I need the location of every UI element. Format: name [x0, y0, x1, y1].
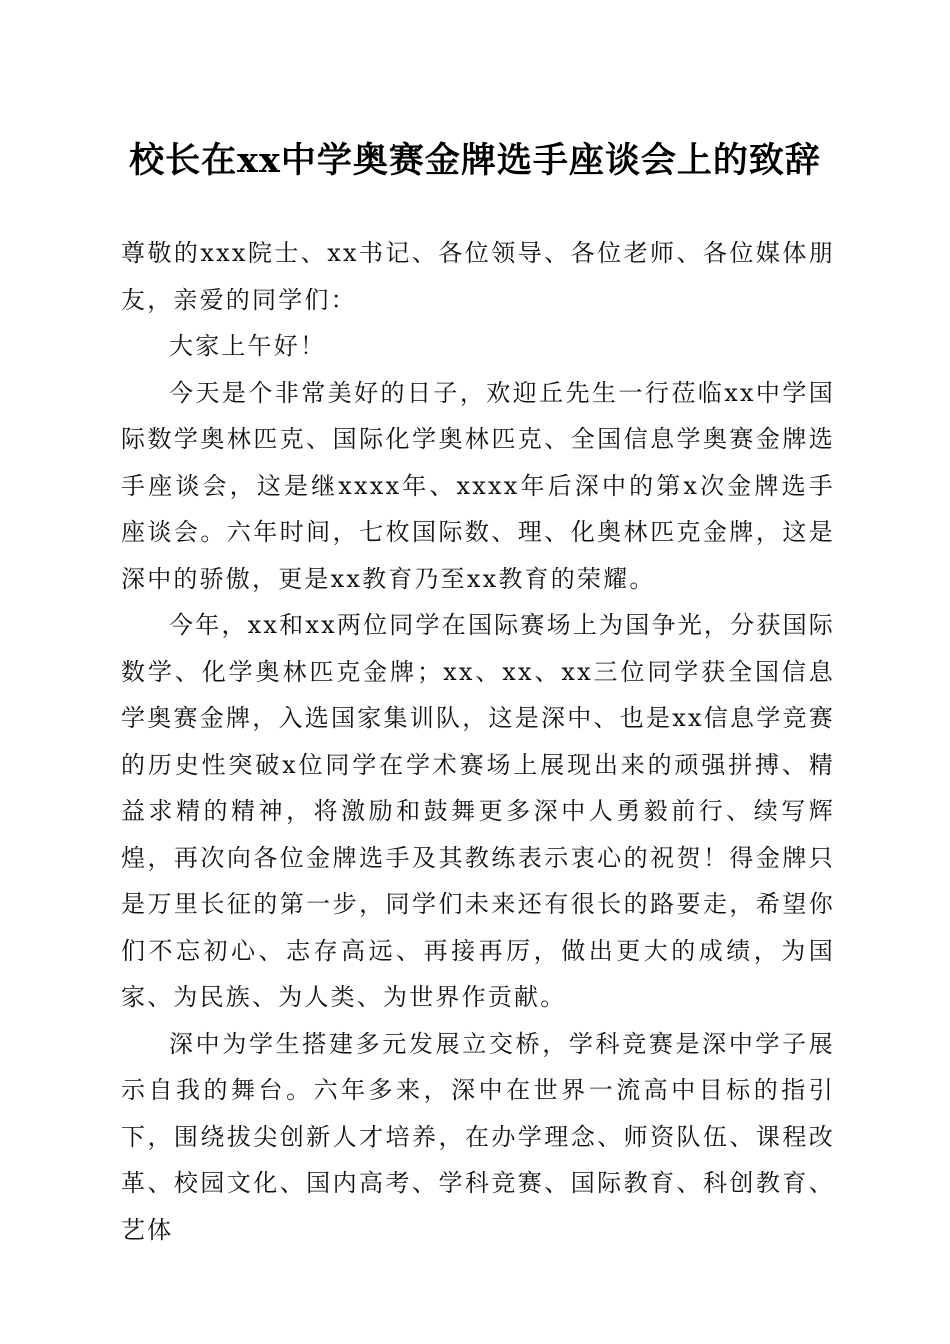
paragraph-school-development: 深中为学生搭建多元发展立交桥，学科竞赛是深中学子展示自我的舞台。六年多来，深中在世界一流高中目标的指引下，围绕拔尖创新人才培养，在办学理念、师资队伍、课程改革、校园文化、国内高考、学科竞赛、国际教育、科创教育、艺体: [121, 1029, 835, 1244]
paragraph-achievements: 今年，xx和xx两位同学在国际赛场上为国争光，分获国际数学、化学奥林匹克金牌；xx、xx、xx三位同学获全国信息学奥赛金牌，入选国家集训队，这是深中、也是xx信息学竞赛的历史性突破x位同学在学术赛场上展现出来的顽强拼搏、精益求精的精神，将激励和鼓舞更多深中人勇毅前行、续写辉煌，再次向各位金牌选手及其教练表示衷心的祝贺！得金牌只是万里长征的第一步，同学们未来还有很长的路要走，希望你们不忘初心、志存高远、再接再厉，做出更大的成绩，为国家、为民族、为人类、为世界作贡献。: [121, 611, 835, 1011]
paragraph-opening: 今天是个非常美好的日子，欢迎丘先生一行莅临xx中学国际数学奥林匹克、国际化学奥林匹克、全国信息学奥赛金牌选手座谈会，这是继xxxx年、xxxx年后深中的第x次金牌选手座谈会。六年时间，七枚国际数、理、化奥林匹克金牌，这是深中的骄傲，更是xx教育乃至xx教育的荣耀。: [121, 378, 835, 593]
document-body: [121, 230, 835, 1253]
document-title: 校长在xx中学奥赛金牌选手座谈会上的致辞: [129, 140, 821, 181]
salutation: 尊敬的xxx院士、xx书记、各位领导、各位老师、各位媒体朋友，亲爱的同学们：: [121, 239, 835, 314]
paragraph-greeting: 大家上午好！: [169, 332, 327, 360]
